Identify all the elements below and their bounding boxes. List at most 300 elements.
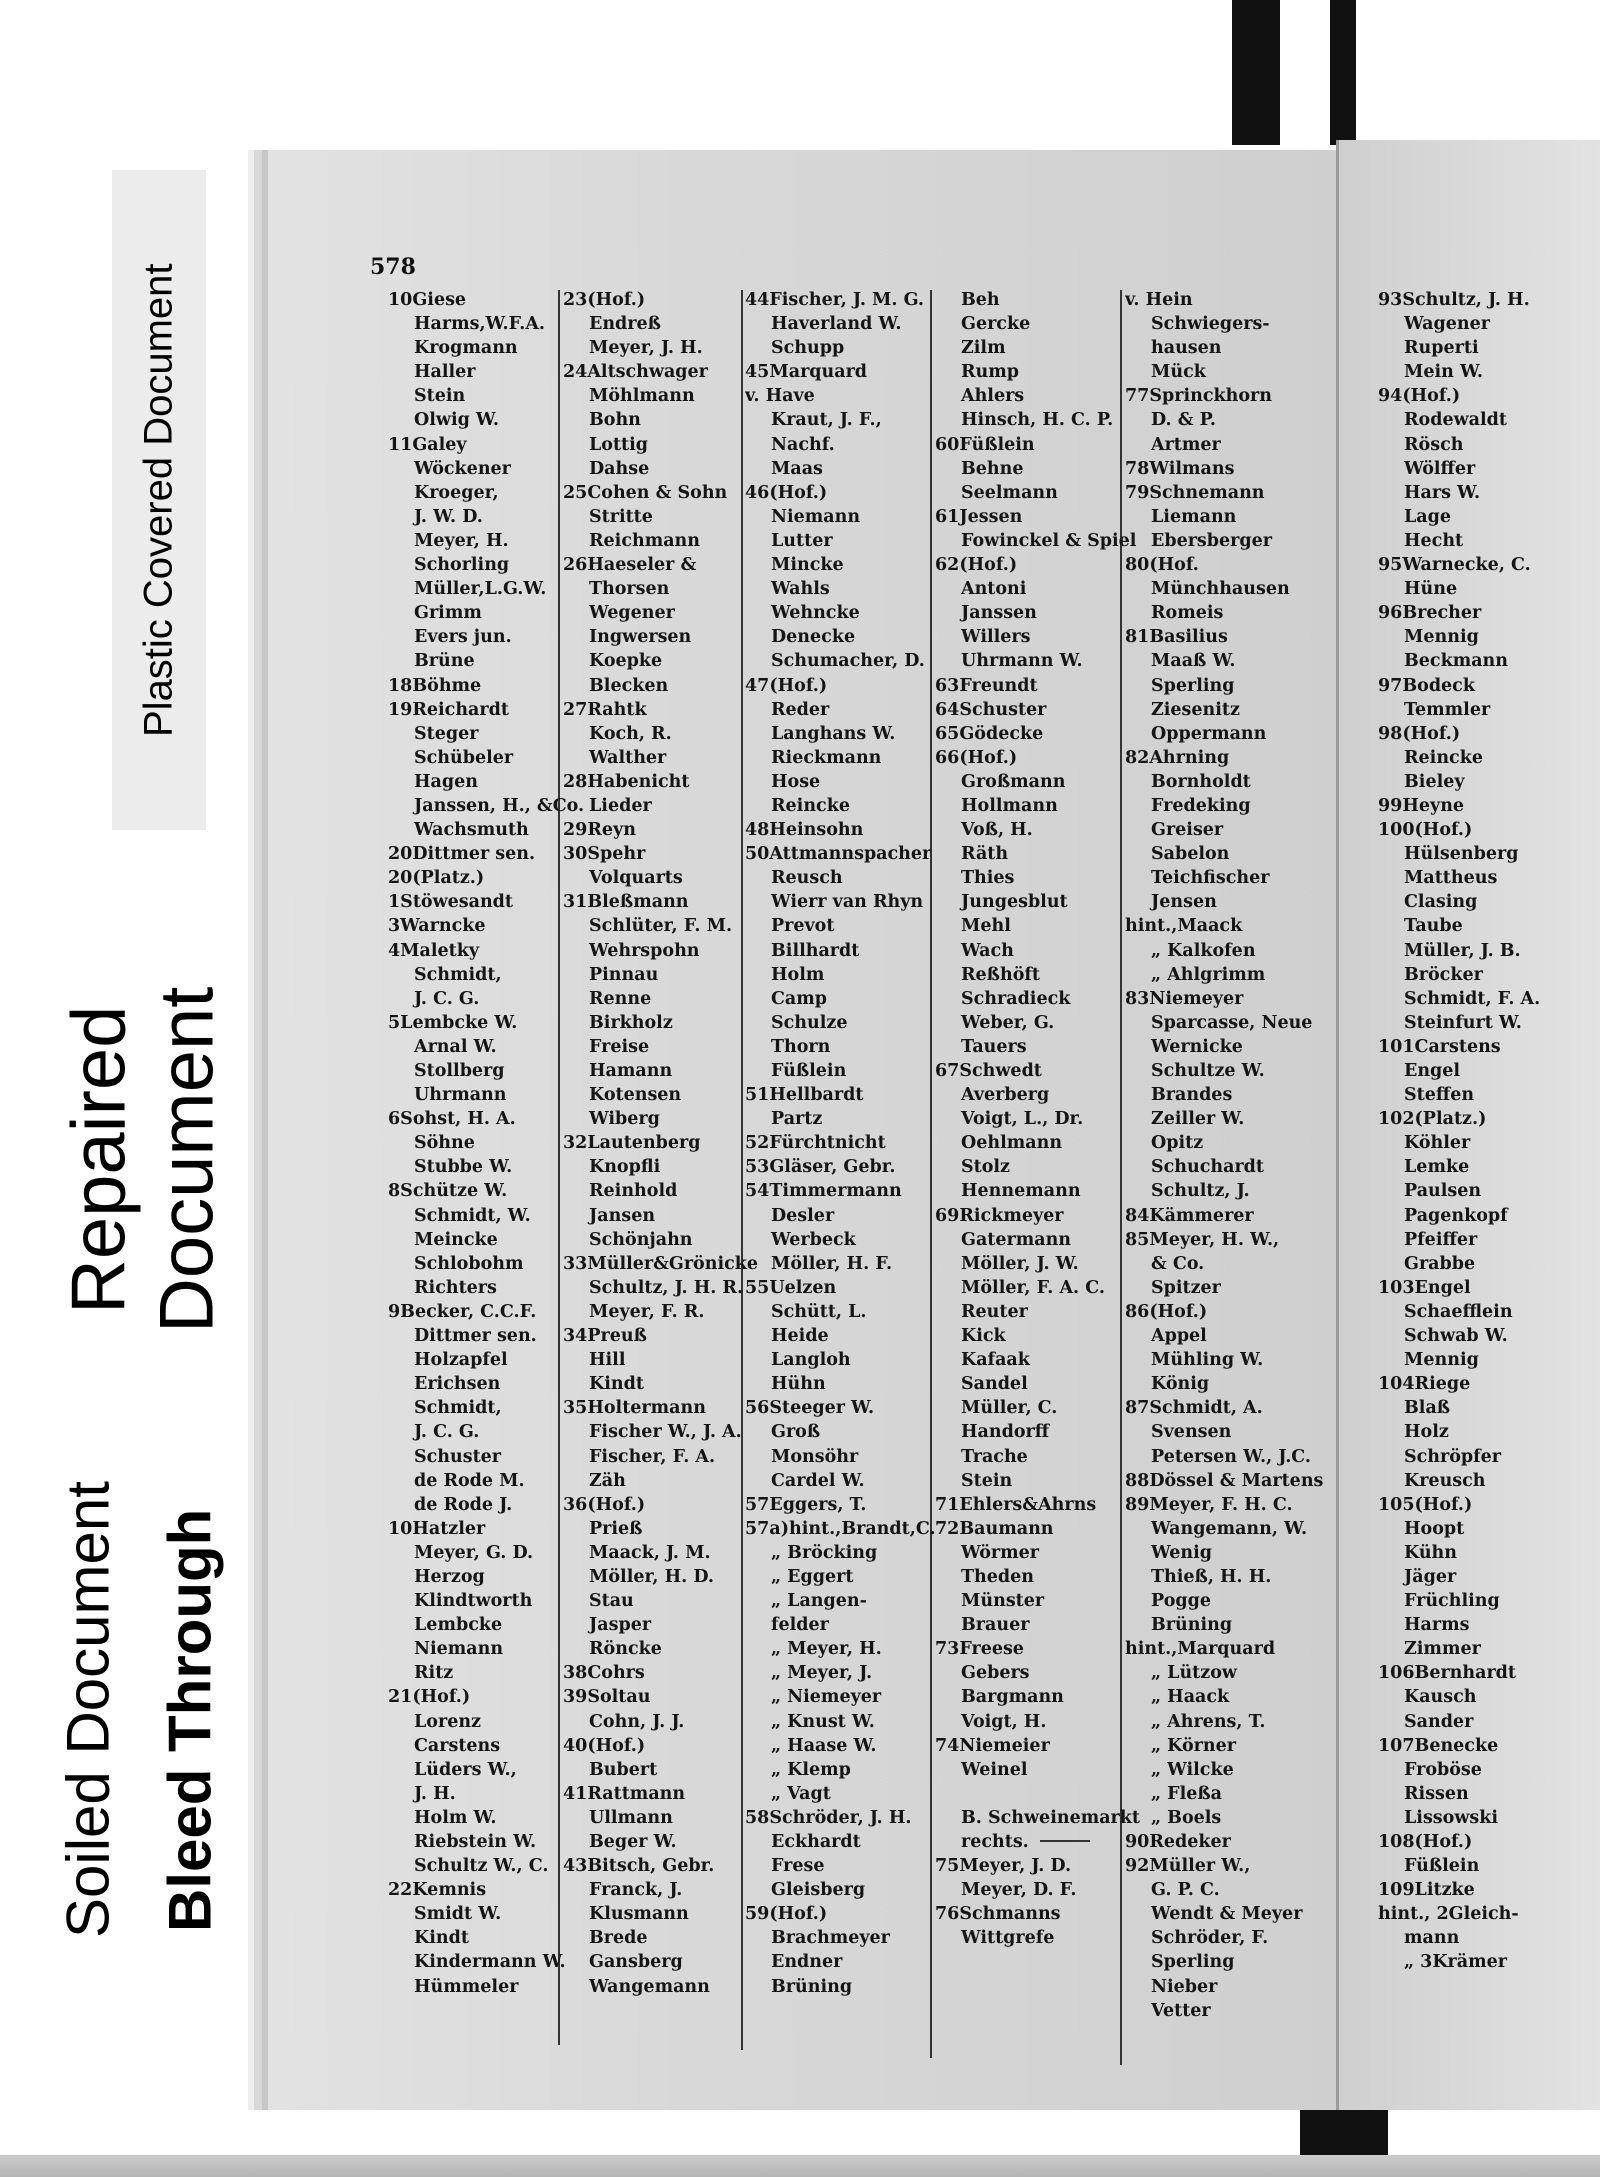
directory-entry: Eckhardt [771, 1832, 861, 1852]
directory-entry: Schübeler [414, 747, 514, 768]
column-3 [745, 288, 936, 1999]
directory-entry: Schwab W. [1404, 1326, 1508, 1347]
soiled-label: Soiled Document [54, 1481, 122, 1939]
directory-entry: v. Have [745, 386, 815, 407]
directory-entry: Zimmer [1404, 1639, 1481, 1660]
directory-entry: Freise [589, 1036, 650, 1057]
directory-entry: Petersen W., J.C. [1151, 1446, 1311, 1467]
page-number: 578 [370, 254, 416, 280]
directory-entry: J. C. G. [414, 988, 480, 1009]
directory-entry: Endner [771, 1952, 843, 1973]
directory-entry: Werbeck [771, 1229, 856, 1250]
directory-entry: Reincke [771, 795, 850, 816]
directory-entry: J. W. D. [414, 506, 483, 527]
directory-entry: Mattheus [1404, 868, 1498, 889]
directory-entry: Müller, C. [961, 1398, 1058, 1419]
directory-entry: Paulsen [1404, 1181, 1482, 1202]
directory-entry: Schulze [771, 1012, 848, 1033]
directory-entry: Nieber [1151, 1976, 1218, 1997]
directory-entry: Thorn [771, 1036, 831, 1057]
directory-entry: „ Lützow [1151, 1663, 1237, 1684]
directory-entry: Brüne [414, 651, 475, 672]
directory-entry: Stein [961, 1470, 1013, 1491]
directory-entry: Bornholdt [1151, 771, 1251, 792]
directory-entry: 51Hellbardt [745, 1085, 864, 1106]
directory-entry: Münster [961, 1591, 1045, 1612]
directory-entry: Pagenkopf [1404, 1205, 1508, 1226]
directory-entry: Ziesenitz [1151, 699, 1240, 720]
directory-entry: Mein W. [1404, 362, 1483, 383]
directory-entry: Brüning [1151, 1615, 1233, 1636]
directory-entry: 11Galey [388, 434, 467, 455]
directory-entry: Wenig [1151, 1542, 1212, 1563]
directory-entry: Hars W. [1404, 482, 1481, 503]
directory-entry: 105(Hof.) [1378, 1494, 1473, 1515]
directory-entry: J. H. [414, 1783, 456, 1804]
directory-entry: 81Basilius [1125, 627, 1228, 648]
directory-entry: Seelmann [961, 482, 1058, 503]
directory-entry: Lutter [771, 530, 833, 551]
directory-entry: Thies [961, 868, 1015, 889]
directory-entry: Oppermann [1151, 723, 1267, 744]
directory-entry: Stolz [961, 1157, 1010, 1178]
directory-entry: 29Reyn [563, 820, 636, 841]
directory-entry: Trache [961, 1446, 1028, 1467]
directory-entry: Schupp [771, 338, 845, 359]
directory-entry: Grabbe [1404, 1253, 1476, 1274]
directory-entry: Reuter [961, 1301, 1028, 1322]
directory-entry: Hülsenberg [1404, 844, 1519, 865]
directory-entry: 52Fürchtnicht [745, 1133, 886, 1154]
directory-entry: Steinfurt W. [1404, 1012, 1522, 1033]
directory-entry: Harms,W.F.A. [414, 314, 546, 335]
directory-entry: Kroeger, [414, 482, 499, 503]
directory-entry: Schultz, J. [1151, 1181, 1250, 1202]
directory-entry: Möller, H. F. [771, 1253, 893, 1274]
directory-entry: Meyer, J. H. [589, 338, 703, 359]
directory-entry: Clasing [1404, 892, 1478, 913]
directory-entry: 58Schröder, J. H. [745, 1807, 912, 1828]
directory-entry: Räth [961, 844, 1009, 865]
directory-entry: Evers jun. [414, 627, 512, 648]
directory-entry: Schlobohm [414, 1253, 524, 1274]
directory-entry: Maas [771, 458, 823, 479]
directory-entry: 84Kämmerer [1125, 1205, 1254, 1226]
directory-entry: Hecht [1404, 530, 1464, 551]
directory-entry: Liemann [1151, 506, 1237, 527]
directory-entry: 63Freundt [935, 675, 1038, 696]
directory-entry: Vetter [1151, 2000, 1211, 2021]
directory-entry: 47(Hof.) [745, 675, 828, 696]
directory-entry: 4Maletky [388, 940, 480, 961]
directory-entry: Wahls [771, 579, 830, 600]
directory-entry: Rodewaldt [1404, 410, 1507, 431]
directory-entry: „ 3Krämer [1404, 1952, 1507, 1973]
column-5 [1125, 288, 1323, 2023]
directory-entry: Niemann [414, 1639, 504, 1660]
directory-entry: „ Boels [1151, 1807, 1222, 1828]
directory-entry: Gercke [961, 314, 1031, 335]
directory-entry: Ruperti [1404, 338, 1479, 359]
directory-entry: „ Ahrens, T. [1151, 1711, 1266, 1732]
directory-entry: Erichsen [414, 1374, 501, 1395]
directory-entry: hint., 2Gleich- [1378, 1904, 1519, 1925]
directory-entry: Wangemann [589, 1976, 710, 1997]
directory-entry: 38Cohrs [563, 1663, 645, 1684]
directory-entry: Kreusch [1404, 1470, 1486, 1491]
directory-entry: Hamann [589, 1061, 673, 1081]
directory-entry: „ Niemeyer [771, 1687, 882, 1708]
directory-entry: hint.,Maack [1125, 916, 1243, 937]
directory-entry: Schultz W., C. [414, 1856, 549, 1877]
directory-entry: 44Fischer, J. M. G. [745, 290, 924, 310]
directory-entry: Hüne [1404, 579, 1458, 600]
directory-entry: Koepke [589, 651, 663, 672]
directory-entry: Wittgrefe [961, 1928, 1055, 1949]
directory-entry: Schwiegers- [1151, 314, 1270, 335]
directory-entry: Wörmer [961, 1542, 1039, 1563]
directory-entry: 76Schmanns [935, 1904, 1061, 1925]
directory-entry: Gebers [961, 1663, 1030, 1684]
directory-entry: Richters [414, 1277, 497, 1298]
directory-entry: 92Müller W., [1125, 1856, 1251, 1877]
directory-entry: 66(Hof.) [935, 747, 1018, 768]
directory-entry: 43Bitsch, Gebr. [563, 1856, 715, 1877]
directory-entry: Hagen [414, 771, 478, 792]
directory-entry: Bröcker [1404, 964, 1483, 985]
directory-entry: Cohn, J. J. [589, 1711, 685, 1732]
directory-entry: Fowinckel & Spiel [961, 530, 1137, 551]
directory-entry: 53Gläser, Gebr. [745, 1157, 896, 1178]
directory-entry: 97Bodeck [1378, 675, 1475, 696]
directory-entry: Hose [771, 771, 821, 792]
directory-entry: de Rode J. [414, 1494, 513, 1515]
directory-entry: Schradieck [961, 988, 1071, 1009]
directory-entry: Reichmann [589, 530, 701, 551]
directory-entry: 39Soltau [563, 1687, 651, 1708]
directory-entry: 98(Hof.) [1378, 723, 1461, 744]
directory-entry: 108(Hof.) [1378, 1832, 1473, 1852]
directory-entry: Steger [414, 723, 479, 744]
directory-entry: Lembcke [414, 1615, 503, 1636]
directory-entry: Reinhold [589, 1181, 678, 1202]
directory-entry: Köhler [1404, 1133, 1471, 1154]
directory-entry: Schorling [414, 555, 510, 576]
directory-entry: Schuchardt [1151, 1157, 1264, 1178]
directory-entry: Blaß [1404, 1398, 1451, 1419]
directory-entry: 54Timmermann [745, 1181, 902, 1202]
directory-entry: Beger W. [589, 1832, 677, 1852]
directory-entry: 9Becker, C.C.F. [388, 1301, 537, 1322]
directory-entry: Ingwersen [589, 627, 692, 648]
directory-entry: Füßlein [1404, 1856, 1480, 1877]
directory-entry: Haverland W. [771, 314, 902, 335]
directory-entry: Möller, F. A. C. [961, 1277, 1105, 1298]
directory-entry: Averberg [961, 1085, 1050, 1106]
directory-entry: Möller, H. D. [589, 1566, 714, 1587]
directory-entry: Meyer, G. D. [414, 1542, 534, 1563]
directory-entry: Kindt [414, 1928, 469, 1949]
directory-entry: Janssen, H., &Co. [414, 795, 585, 816]
directory-entry: 55Uelzen [745, 1277, 837, 1298]
directory-entry: mann [1404, 1928, 1460, 1949]
directory-entry: „ Vagt [771, 1783, 831, 1804]
directory-entry: 106Bernhardt [1378, 1663, 1517, 1684]
directory-entry: König [1151, 1374, 1210, 1395]
directory-entry: Zäh [589, 1470, 626, 1491]
directory-entry: Kafaak [961, 1350, 1030, 1371]
directory-entry: 6Sohst, H. A. [388, 1109, 516, 1130]
directory-entry: Stubbe W. [414, 1157, 513, 1178]
directory-entry: Steffen [1404, 1085, 1475, 1106]
directory-entry: Großmann [961, 771, 1066, 792]
directory-entry: 35Holtermann [563, 1398, 706, 1419]
directory-entry: 93Schultz, J. H. [1378, 290, 1530, 310]
directory-entry: 46(Hof.) [745, 482, 828, 503]
directory-entry: Stein [414, 386, 466, 407]
directory-entry: Stau [589, 1591, 634, 1612]
directory-entry: 109Litzke [1378, 1880, 1475, 1901]
directory-entry: „ Langen- [771, 1591, 867, 1612]
directory-entry: 20Dittmer sen. [388, 844, 536, 865]
directory-entry: Hinsch, H. C. P. [961, 410, 1114, 431]
directory-entry: Brede [589, 1928, 648, 1949]
directory-entry: 102(Platz.) [1378, 1109, 1487, 1130]
directory-entry: Romeis [1151, 603, 1224, 624]
directory-entry: B. Schweinemarkt [961, 1807, 1140, 1828]
directory-entry: Brüning [771, 1976, 853, 1997]
directory-entry: Partz [771, 1109, 823, 1130]
directory-entry: Blecken [589, 675, 669, 696]
directory-entry: 87Schmidt, A. [1125, 1398, 1263, 1419]
directory-entry: Denecke [771, 627, 856, 648]
directory-entry: Ullmann [589, 1807, 673, 1828]
directory-entry: Maaß W. [1151, 651, 1236, 672]
directory-entry: Froböse [1404, 1759, 1482, 1780]
directory-entry: v. Hein [1125, 290, 1193, 310]
directory-entry: Holm [771, 964, 825, 985]
directory-entry: 99Heyne [1378, 795, 1465, 816]
directory-entry: Kraut, J. F., [771, 410, 882, 431]
directory-entry: „ Haase W. [771, 1735, 877, 1756]
directory-entry: Sperling [1151, 1952, 1235, 1973]
directory-entry: „ Körner [1151, 1735, 1236, 1756]
directory-entry: Kühn [1404, 1542, 1457, 1563]
directory-entry: Schmidt, F. A. [1404, 988, 1541, 1009]
directory-entry: Lage [1404, 506, 1452, 527]
directory-entry: Wiberg [589, 1109, 660, 1130]
directory-entry: Willers [961, 627, 1031, 648]
directory-entry: Wierr van Rhyn [771, 892, 924, 913]
directory-entry: Münchhausen [1151, 579, 1290, 600]
directory-entry: Schultze W. [1151, 1061, 1265, 1081]
directory-entry: 34Preuß [563, 1326, 647, 1347]
directory-entry: Fredeking [1151, 795, 1251, 816]
directory-entry: D. & P. [1151, 410, 1216, 431]
directory-entry: J. C. G. [414, 1422, 480, 1443]
directory-entry: Franck, J. [589, 1880, 683, 1901]
repaired-label-line2: Document [144, 986, 230, 1334]
directory-entry: Haller [414, 362, 476, 383]
directory-entry: Endreß [589, 314, 661, 335]
directory-entry: Rissen [1404, 1783, 1469, 1804]
directory-entry: Pfeiffer [1404, 1229, 1478, 1250]
directory-entry: 60Füßlein [935, 434, 1035, 455]
directory-entry: Röncke [589, 1639, 662, 1660]
directory-entry: 24Altschwager [563, 362, 708, 383]
directory-entry: Camp [771, 988, 828, 1009]
directory-entry: Birkholz [589, 1012, 673, 1033]
directory-entry: Dahse [589, 458, 650, 479]
directory-entry: Lottig [589, 434, 649, 455]
directory-entry: Voigt, L., Dr. [961, 1109, 1084, 1130]
directory-entry: 18Böhme [388, 675, 482, 696]
directory-entry: Hollmann [961, 795, 1058, 816]
directory-entry: Smidt W. [414, 1904, 502, 1925]
directory-entry: 80(Hof. [1125, 555, 1199, 576]
directory-entry: 10Giese [388, 290, 467, 310]
directory-entry: Lemke [1404, 1157, 1470, 1178]
directory-entry: Wölffer [1404, 458, 1476, 479]
directory-entry: Ahlers [961, 386, 1025, 407]
directory-entry: 31Bleßmann [563, 892, 689, 913]
directory-entry: Mühling W. [1151, 1350, 1264, 1371]
directory-entry: Söhne [414, 1133, 475, 1154]
directory-entry: Schultz, J. H. R. [589, 1277, 744, 1298]
directory-entry: Thieß, H. H. [1151, 1566, 1272, 1587]
directory-entry: Pogge [1151, 1591, 1211, 1612]
directory-entry: 25Cohen & Sohn [563, 482, 728, 503]
directory-entry: 65Gödecke [935, 723, 1044, 744]
directory-entry: Groß [771, 1422, 821, 1443]
directory-entry: 101Carstens [1378, 1036, 1501, 1057]
directory-entry: 89Meyer, F. H. C. [1125, 1494, 1293, 1515]
directory-entry: Voigt, H. [961, 1711, 1047, 1732]
directory-entry: 57a)hint.,Brandt,C. [745, 1518, 936, 1539]
directory-entry: 94(Hof.) [1378, 386, 1461, 407]
directory-entry: Reßhöft [961, 964, 1040, 985]
directory-entry: 56Steeger W. [745, 1398, 875, 1419]
directory-entry: Appel [1151, 1326, 1207, 1347]
directory-entry: Nachf. [771, 434, 835, 455]
directory-entry: Weinel [961, 1759, 1028, 1780]
directory-entry: Wöckener [414, 458, 511, 479]
directory-entry: Kick [961, 1326, 1006, 1347]
directory-entry: Füßlein [771, 1061, 847, 1081]
directory-entry: 3Warncke [388, 916, 486, 937]
directory-entry: Meyer, F. R. [589, 1301, 705, 1322]
directory-entry: Früchling [1404, 1591, 1500, 1612]
directory-entry: Svensen [1151, 1422, 1232, 1443]
directory-entry: Mennig [1404, 627, 1479, 648]
directory-entry: Fischer, F. A. [589, 1446, 716, 1467]
directory-entry: Engel [1404, 1061, 1461, 1081]
directory-entry: 1Stöwesandt [388, 892, 514, 913]
directory-entry: 21(Hof.) [388, 1687, 471, 1708]
directory-entry: Sander [1404, 1711, 1474, 1732]
directory-entry: Prevot [771, 916, 835, 937]
directory-entry: 86(Hof.) [1125, 1301, 1208, 1322]
top-black-tab [1232, 0, 1280, 145]
directory-entry: Schröpfer [1404, 1446, 1502, 1467]
directory-entry: Oehlmann [961, 1133, 1063, 1154]
directory-entry: 48Heinsohn [745, 820, 864, 841]
directory-entry: 41Rattmann [563, 1783, 686, 1804]
directory-entry: Bargmann [961, 1687, 1064, 1708]
directory-entry: Brachmeyer [771, 1928, 890, 1949]
directory-entry: Theden [961, 1566, 1034, 1587]
directory-entry: Jasper [589, 1615, 652, 1636]
directory-entry: Schumacher, D. [771, 651, 925, 672]
directory-entry: Müller, J. B. [1404, 940, 1521, 961]
directory-entry: 73Freese [935, 1639, 1024, 1660]
directory-entry: Stritte [589, 506, 653, 527]
directory-entry: 74Niemeier [935, 1735, 1050, 1756]
directory-entry: 36(Hof.) [563, 1494, 646, 1515]
directory-entry: Rump [961, 362, 1020, 383]
directory-entry: Meyer, D. F. [961, 1880, 1077, 1901]
directory-entry: Schmidt, [414, 964, 502, 985]
column-1 [388, 288, 584, 1999]
directory-entry: 23(Hof.) [563, 290, 646, 310]
directory-entry: Billhardt [771, 940, 860, 961]
column-2 [563, 288, 758, 1999]
directory-entry: 69Rickmeyer [935, 1205, 1064, 1226]
directory-entry: Reincke [1404, 747, 1483, 768]
directory-entry: Schlüter, F. M. [589, 916, 733, 937]
directory-entry: Lorenz [414, 1711, 481, 1732]
directory-entry: Gansberg [589, 1952, 683, 1973]
directory-entry: & Co. [1151, 1253, 1205, 1274]
directory-entry: Mennig [1404, 1350, 1479, 1371]
directory-entry: Spitzer [1151, 1277, 1221, 1298]
directory-entry: Arnal W. [414, 1036, 497, 1057]
directory-entry: Wagener [1404, 314, 1490, 335]
directory-entry: 77Sprinckhorn [1125, 386, 1272, 407]
directory-entry: 8Schütze W. [388, 1181, 508, 1202]
directory-entry: Reder [771, 699, 830, 720]
directory-entry: 75Meyer, J. D. [935, 1856, 1072, 1877]
directory-entry: Klusmann [589, 1904, 689, 1925]
directory-entry: Uhrmann [414, 1085, 507, 1106]
directory-entry: G. P. C. [1151, 1880, 1220, 1901]
directory-entry: Thorsen [589, 579, 670, 600]
directory-entry: „ Ahlgrimm [1151, 964, 1266, 985]
plastic-covered-label: Plastic Covered Document [112, 170, 206, 830]
directory-entry: Beh [961, 290, 1000, 310]
directory-entry: hint.,Marquard [1125, 1639, 1276, 1660]
directory-entry: Sperling [1151, 675, 1235, 696]
directory-entry: Holm W. [414, 1807, 497, 1828]
directory-entry: „ Wilcke [1151, 1759, 1234, 1780]
directory-entry: „ Meyer, H. [771, 1639, 882, 1660]
directory-entry: Wegener [589, 603, 675, 624]
directory-entry: 19Reichardt [388, 699, 509, 720]
directory-entry: Stollberg [414, 1061, 505, 1081]
directory-entry: Temmler [1404, 699, 1491, 720]
directory-entry: Brandes [1151, 1085, 1233, 1106]
directory-entry: Harms [1404, 1615, 1470, 1636]
directory-entry: Carstens [414, 1735, 501, 1756]
directory-entry: Hühn [771, 1374, 826, 1395]
directory-entry: 10Hatzler [388, 1518, 486, 1539]
directory-entry: Grimm [414, 603, 482, 624]
directory-entry: Voß, H. [961, 820, 1033, 841]
directory-entry: Wehrspohn [589, 940, 700, 961]
directory-entry: Behne [961, 458, 1024, 479]
directory-entry: Mück [1151, 362, 1206, 383]
directory-entry: Reusch [771, 868, 843, 889]
